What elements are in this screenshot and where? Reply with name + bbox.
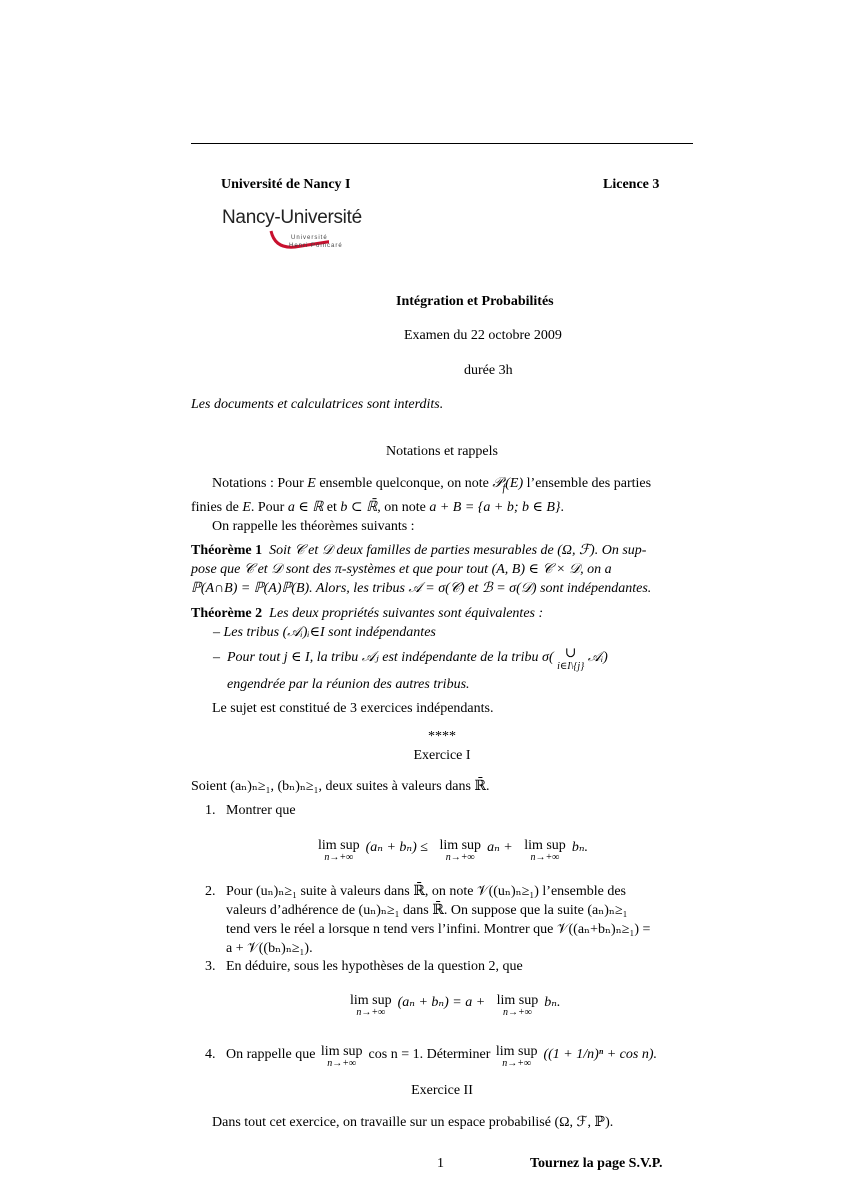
question-3: 3. En déduire, sous les hypothèses de la question 2, que — [205, 959, 523, 974]
logo-sub2: Henri Poincaré — [289, 243, 343, 249]
question-3-equation: lim sup n→+∞ (aₙ + bₙ) = a + lim sup n→+∞ bₙ. — [350, 993, 561, 1018]
exercise-2-intro: Dans tout cet exercice, on travaille sur un espace probabilisé (Ω, ℱ, ℙ). — [212, 1115, 614, 1130]
nancy-universite-logo — [221, 207, 366, 255]
notations-paragraph: Notations : Pour E ensemble quelconque, on note 𝒫$_f$(E) l’ensemble des parties finies de E. Pour a ∈ ℝ et b ⊂ ℝ̄, on note a + B = {a + b; b ∈ B}. On rappelle les théorèmes suivants : — [191, 474, 693, 536]
course-title: Intégration et Probabilités — [396, 294, 554, 309]
theorem-2-item-2: – Pour tout j ∈ I, la tribu 𝒜ⱼ est indépendante de la tribu σ( ∪ i∈I\{j} 𝒜ᵢ) engendrée par la réunion des autres tribus. — [213, 646, 608, 692]
exercise-1-title: Exercice I — [413, 748, 471, 763]
duration: durée 3h — [464, 363, 513, 378]
question-1: 1. Montrer que — [205, 803, 296, 818]
logo-sub1: Université — [291, 235, 328, 241]
separator-stars: **** — [428, 729, 456, 744]
notice: Les documents et calculatrices sont interdits. — [191, 397, 444, 412]
page-number: 1 — [437, 1156, 444, 1171]
recall-line: On rappelle les théorèmes suivants : — [212, 518, 415, 534]
theorem-2: Théorème 2 Les deux propriétés suivantes sont équivalentes : – Les tribus (𝒜ᵢ)ᵢ∈I sont indépendantes — [191, 606, 544, 640]
notations-heading: Notations et rappels — [386, 444, 498, 459]
question-4: 4. On rappelle que lim sup n→+∞ cos n = 1. Déterminer lim sup n→+∞ ((1 + 1/n)ⁿ + cos n). — [205, 1044, 657, 1069]
exercise-1-intro: Soient (aₙ)ₙ≥₁, (bₙ)ₙ≥₁, deux suites à valeurs dans ℝ̄. — [191, 779, 490, 794]
level-label: Licence 3 — [603, 177, 660, 192]
question-2: 2. Pour (uₙ)ₙ≥₁ suite à valeurs dans ℝ̄, on note 𝒱((uₙ)ₙ≥₁) l’ensemble des valeurs d’adhérence de (uₙ)ₙ≥₁ dans ℝ̄. On suppose que la suite (aₙ)ₙ≥₁ tend vers le réel a lorsque n tend vers l’infini. Montrer que 𝒱((aₙ+bₙ)ₙ≥₁) = a + 𝒱((bₙ)ₙ≥₁). — [205, 884, 651, 956]
exam-date: Examen du 22 octobre 2009 — [404, 328, 562, 343]
subject-note: Le sujet est constitué de 3 exercices indépendants. — [212, 701, 494, 716]
logo-swoosh-icon — [269, 229, 329, 255]
logo-wordmark: Nancy-Université — [222, 207, 362, 228]
turn-page-note: Tournez la page S.V.P. — [530, 1156, 663, 1171]
exercise-2-title: Exercice II — [411, 1083, 473, 1098]
university-name: Université de Nancy I — [221, 177, 351, 192]
theorem-1-label: Théorème 1 — [191, 543, 263, 558]
top-rule — [191, 143, 693, 144]
theorem-1: Théorème 1 Soit 𝒞 et 𝒟 deux familles de parties mesurables de (Ω, ℱ). On sup- pose que 𝒞 et 𝒟 sont des π-systèmes et que pour tout (A, B) ∈ 𝒞 × 𝒟, on a ℙ(A∩B) = ℙ(A)ℙ(B). Alors, les tribus 𝒜 = σ(𝒞) et ℬ = σ(𝒟) sont indépendantes. — [191, 543, 652, 596]
question-1-equation: lim sup n→+∞ (aₙ + bₙ) ≤ lim sup n→+∞ aₙ + lim sup n→+∞ bₙ. — [318, 838, 588, 863]
theorem-2-label: Théorème 2 — [191, 606, 263, 621]
